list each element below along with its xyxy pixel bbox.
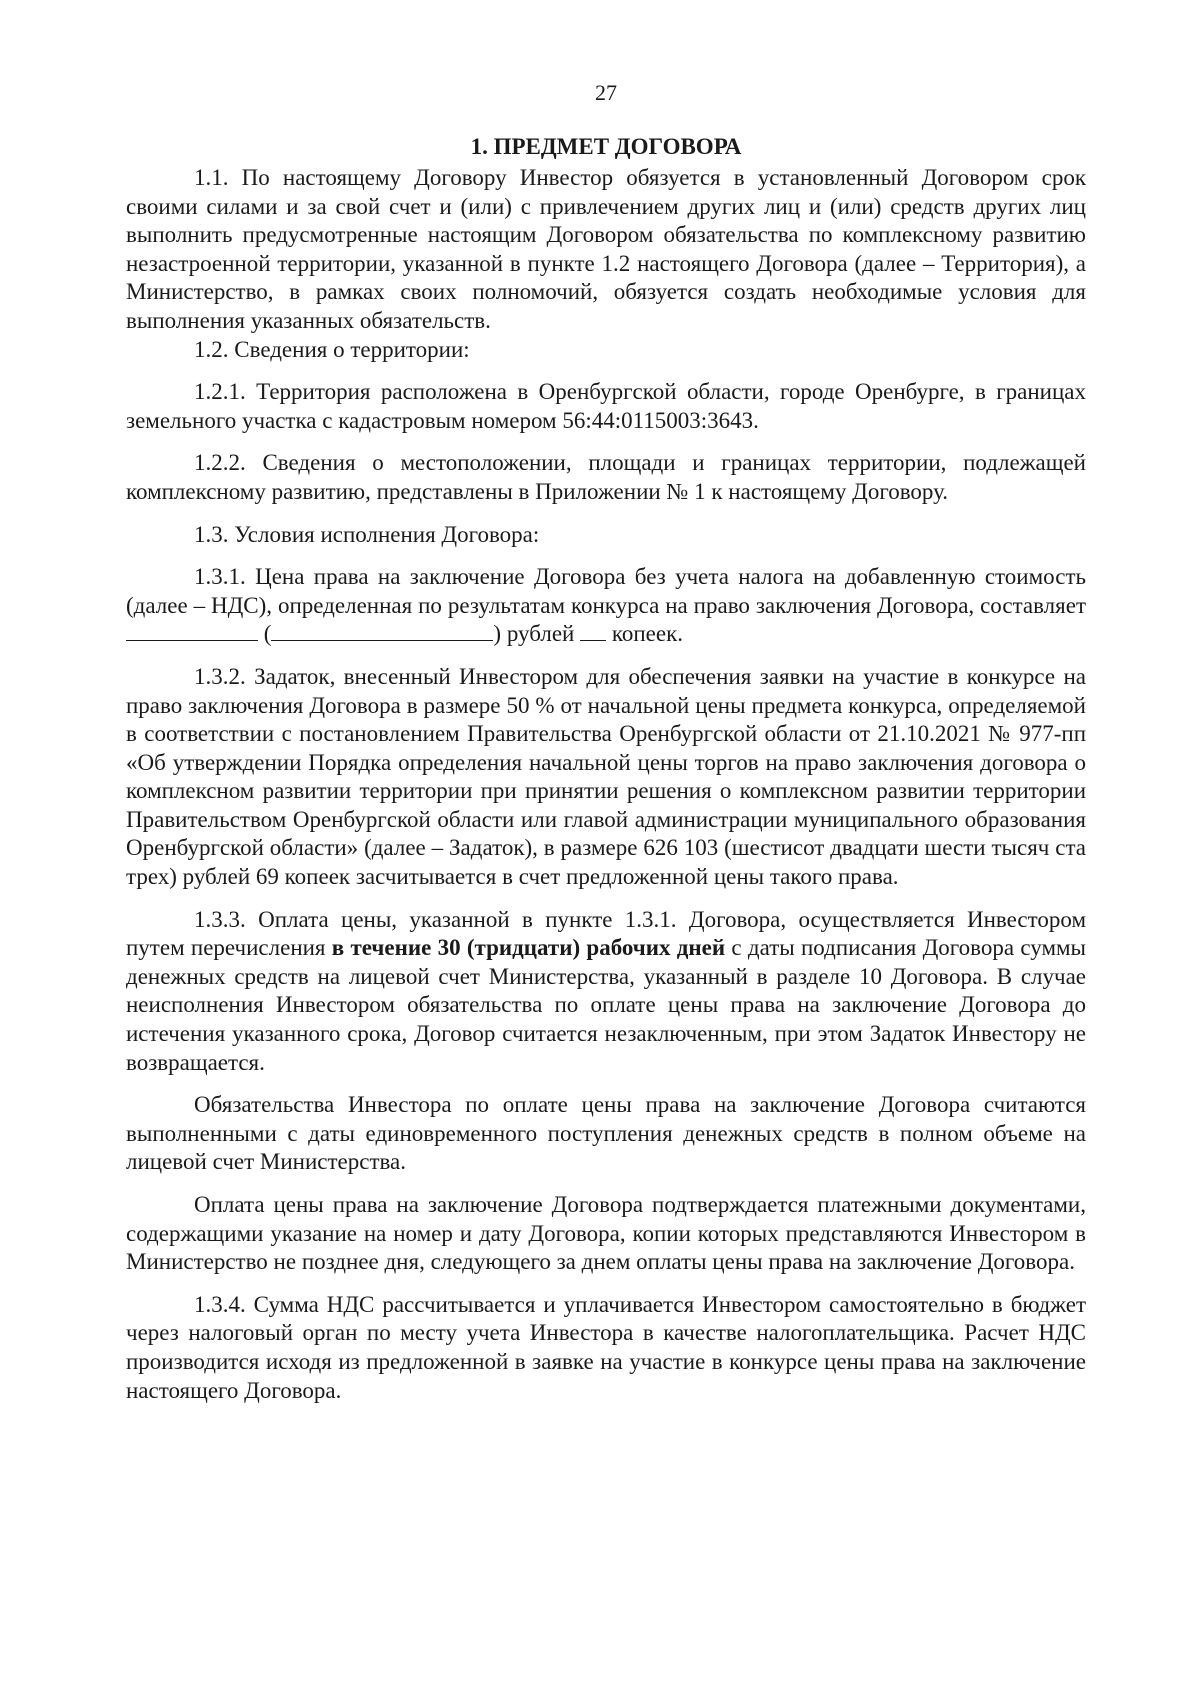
clause-1-3-3-start: 1.3.3. Оплата цены, указанной в пункте 1.3.1. Договора, осуществляется Инвестором путем перечисления <box>126 906 1086 961</box>
clause-1-2: 1.2. Сведения о территории: <box>194 336 470 362</box>
obligations-paragraph: Обязательства Инвестора по оплате цены права на заключение Договора считаются выполненными с даты единовременного поступления денежных средств в полном объеме на лицевой счет Министерства. <box>126 1092 1086 1175</box>
price-open-paren: ( <box>263 621 272 647</box>
price-blank-words <box>271 622 493 641</box>
page-number: 27 <box>595 80 617 105</box>
clause-1-3-3-end: с даты подписания Договора суммы денежных средств на лицевой счет Министерства, указанный в разделе 10 Договора. В случае неисполнения Инвестором обязательства по оплате цены права на заключение Договора до истечения указанного срока, Договор считается незаключенным, при этом Задаток Инвестору не возвращается. <box>126 935 1087 1075</box>
clause-1-2-1: 1.2.1. Территория расположена в Оренбургской области, городе Оренбурге, в границах земельного участка с кадастровым номером 56:44:0115003:3643. <box>126 379 1086 433</box>
clause-1-1: 1.1. По настоящему Договору Инвестор обязуется в установленный Договором срок своими силами и за свой счет и (или) с привлечением других лиц и (или) средств других лиц выполнить предусмотренные настоящим Договором обязательства по комплексному развитию незастроенной территории, указанной в пункте 1.2 настоящего Договора (далее – Территория), а Министерство, в рамках своих полномочий, обязуется создать необходимые условия для выполнения указанных обязательств. <box>126 165 1086 333</box>
section-heading: 1. ПРЕДМЕТ ДОГОВОРА <box>470 134 742 159</box>
clause-1-2-2: 1.2.2. Сведения о местоположении, площади и границах территории, подлежащей комплексному развитию, представлены в Приложении № 1 к настоящему Договору. <box>126 450 1086 504</box>
price-blank-kopecks <box>580 622 606 641</box>
payment-deadline: в течение 30 (тридцати) рабочих дней <box>331 935 726 961</box>
clause-1-3-4: 1.3.4. Сумма НДС рассчитывается и уплачивается Инвестором самостоятельно в бюджет через налоговый орган по месту учета Инвестора в качестве налогоплательщика. Расчет НДС производится исходя из предложенной в заявке на участие в конкурсе цены права на заключение настоящего Договора. <box>126 1291 1086 1403</box>
clause-1-3-1-text: 1.3.1. Цена права на заключение Договора без учета налога на добавленную стоимость (далее – НДС), определенная по результатам конкурса на право заключения Договора, составляет <box>126 564 1086 618</box>
document-body <box>126 164 1086 1405</box>
price-rubles-label: ) рублей <box>493 621 575 647</box>
clause-1-3: 1.3. Условия исполнения Договора: <box>194 521 540 547</box>
price-kopecks-label: копеек. <box>611 621 684 647</box>
clause-1-3-2: 1.3.2. Задаток, внесенный Инвестором для обеспечения заявки на участие в конкурсе на право заключения Договора в размере 50 % от начальной цены предмета конкурса, определяемой в соответствии с постановлением Правительства Оренбургской области от 21.10.2021 № 977-пп «Об утверждении Порядка определения начальной цены торгов на право заключения договора о комплексном развитии территории при принятии решения о комплексном развитии территории Правительством Оренбургской области или главой администрации муниципального образования Оренбургской области» (далее – Задаток), в размере 626 103 (шестисот двадцати шести тысяч ста трех) рублей 69 копеек засчитывается в счет предложенной цены такого права. <box>126 663 1086 890</box>
clause-1-3-3 <box>126 906 1086 1078</box>
payment-confirmation-paragraph: Оплата цены права на заключение Договора подтверждается платежными документами, содержащими указание на номер и дату Договора, копии которых представляются Инвестором в Министерство не позднее дня, следующего за днем оплаты цены права на заключение Договора. <box>126 1192 1086 1275</box>
price-blank-amount <box>126 622 258 641</box>
clause-1-3-1 <box>126 563 1086 649</box>
